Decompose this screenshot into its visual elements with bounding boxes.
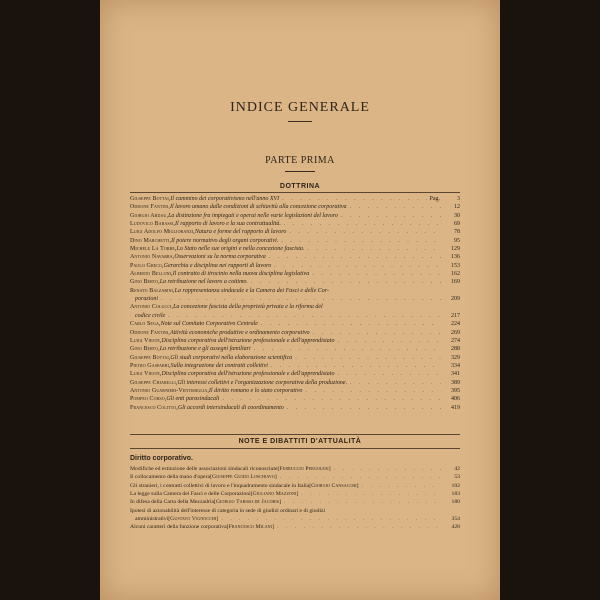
page-number: 269 (451, 329, 460, 336)
toc-entry (130, 490, 460, 498)
page-number: 428 (451, 524, 460, 531)
entry-author: [Gustavo Vignocchi] (168, 516, 219, 523)
entry-title: La retribuzione e gli assegni familiari (159, 346, 251, 353)
entry-title: Gerarchia e disciplina nei rapporti di lavoro (163, 262, 272, 269)
note-list (130, 465, 460, 532)
toc-line (130, 203, 460, 211)
toc-line (130, 262, 460, 270)
toc-entry (130, 362, 460, 370)
entry-author: Paolo Greco, (130, 262, 164, 269)
page-number: 162 (451, 271, 460, 278)
entry-title-continued: amministrativi (135, 516, 169, 523)
entry-author: Luigi Vieste, (130, 371, 162, 378)
entry-author: Giuseppe Bottai, (130, 196, 171, 202)
entry-title: Gli stranieri, i contratti collettivi di lavoro e l'inquadramento sindacale in Italia (130, 482, 310, 489)
page-number: 354 (451, 516, 460, 523)
page-number: 78 (454, 229, 460, 236)
toc-entry (130, 320, 460, 328)
entry-title: Il cammino dei corporativismo nell'anno XVI (170, 196, 280, 202)
page-number: 274 (451, 337, 460, 344)
entry-author: [Giuliano Mazzoni] (250, 491, 299, 498)
dot-leader (274, 262, 441, 270)
toc-entry (130, 220, 460, 228)
dot-leader (341, 212, 441, 220)
dot-leader (254, 345, 441, 353)
dot-leader (301, 490, 441, 498)
toc-line (130, 278, 460, 286)
dot-leader (282, 195, 426, 203)
entry-author: Giorgio Ardau, (130, 212, 169, 219)
toc-line (130, 404, 460, 412)
page-label: Pag. (429, 196, 440, 202)
entry-title: Modifiche ed estinzione delle associazioni sindacali riconosciute (130, 466, 278, 472)
toc-line (130, 270, 460, 278)
page-number: 209 (451, 296, 460, 303)
toc-entry (130, 473, 460, 481)
toc-line (130, 237, 460, 245)
dot-leader (271, 362, 441, 370)
toc-entry (130, 404, 460, 412)
entry-title: Gli studi corporativi nella elaborazione scientifica (170, 354, 293, 361)
part-rule (285, 171, 315, 172)
dot-leader (350, 379, 441, 387)
entry-author: Giuseppe Chiarelli, (130, 379, 178, 386)
dot-leader (287, 404, 441, 412)
dot-leader (161, 295, 441, 303)
entry-title: Ipotesi di azionabilità dell'interesse di categoria in sede di giudizi ordinari e di giudizi (130, 507, 326, 514)
toc-line (130, 337, 460, 345)
toc-line-continued (130, 295, 460, 303)
entry-title-continued: porazioni (135, 296, 159, 303)
entry-author: Pietro Gasparri, (130, 362, 171, 369)
note-bottom-rule (130, 448, 460, 449)
toc-line (130, 507, 460, 515)
dot-leader (168, 312, 441, 320)
page-title: INDICE GENERALE (230, 100, 370, 115)
toc-line (130, 245, 460, 253)
toc-line (130, 482, 460, 490)
dottrina-rule (130, 192, 460, 193)
page-number: 406 (451, 396, 460, 403)
entry-title: Gli accordi intersindacali di coordinamento (177, 404, 284, 411)
toc-line (130, 320, 460, 328)
toc-line (130, 287, 460, 295)
toc-line (130, 473, 460, 481)
entry-author: Gino Berto, (130, 346, 160, 353)
dot-leader (284, 220, 441, 228)
entry-title: Lo Stato nelle sue origini e nella concezione fascista. (176, 246, 305, 253)
entry-title: Note sul Comitato Corporativo Centrale (160, 321, 258, 328)
dot-leader (269, 253, 441, 261)
toc-entry (130, 354, 460, 362)
toc-entry (130, 253, 460, 261)
dot-leader (307, 245, 441, 253)
entry-title: Disciplina corporativa dell'istruzione professionale e dell'apprendistato (161, 337, 335, 344)
entry-title: Il collocamento della mano d'opera (130, 474, 210, 481)
entry-author: [Giorgio Tarissi de Jacobis] (213, 499, 282, 506)
entry-author: Dino Marchetti, (130, 237, 172, 244)
page-number: 169 (451, 279, 460, 286)
page-number: 42 (454, 466, 460, 472)
toc-entry (130, 237, 460, 245)
toc-line-continued (130, 515, 460, 523)
toc-line (130, 220, 460, 228)
dot-leader (289, 228, 441, 236)
dot-leader (261, 320, 441, 328)
page-number: 129 (451, 246, 460, 253)
page-number: 288 (451, 346, 460, 353)
entry-author: Antonio Colucci, (130, 304, 174, 311)
entry-title: Sulla integrazione dei contratti collettivi (170, 362, 268, 369)
entry-title: Il potere normativo degli organi corporativi. (171, 237, 279, 244)
dot-leader (337, 337, 441, 345)
dot-leader (362, 482, 441, 490)
entry-author: Pompeo Corso, (130, 396, 167, 403)
toc-entry (130, 465, 460, 473)
note-heading: NOTE E DIBATTITI D'ATTUALITÀ (238, 438, 362, 445)
entry-author: Giuseppe Bottai, (130, 354, 171, 361)
entry-author: Alberto Belloni, (130, 271, 173, 278)
toc-entry (130, 345, 460, 353)
toc-entry (130, 329, 460, 337)
toc-entry (130, 195, 460, 203)
dot-leader (305, 387, 441, 395)
page-number: 183 (451, 491, 460, 498)
entry-author: Michele La Torre, (130, 246, 177, 253)
page-number: 69 (454, 221, 460, 228)
entry-author: Carlo Sega, (130, 321, 161, 328)
toc-line (130, 345, 460, 353)
note-top-rule (130, 434, 460, 435)
entry-author: Renato Balzarini, (130, 287, 175, 294)
page-number: 102 (451, 482, 460, 489)
toc-line (130, 228, 460, 236)
page-number: 53 (454, 474, 460, 481)
page-number: 95 (454, 237, 460, 244)
toc-line (130, 253, 460, 261)
entry-title: Disciplina corporativa dell'istruzione professionale e dell'apprendistato (161, 371, 335, 378)
toc-line (130, 362, 460, 370)
page-number: 334 (451, 362, 460, 369)
toc-entry (130, 395, 460, 403)
toc-entry (130, 498, 460, 506)
page-number: 389 (451, 379, 460, 386)
dot-leader (312, 270, 441, 278)
dot-leader (251, 278, 441, 286)
page-number: 180 (451, 499, 460, 506)
page-number: 395 (451, 387, 460, 394)
toc-entry (130, 203, 460, 211)
dottrina-list (130, 195, 460, 412)
entry-title: Il diritto romano e lo stato corporativo (208, 387, 303, 394)
toc-line (130, 379, 460, 387)
entry-title: Gli enti parasindacali (166, 396, 220, 403)
entry-title: La concezione fascista della proprietà privata e la riforma del (173, 304, 323, 311)
toc-entry (130, 379, 460, 387)
entry-author: Francesco Colitto, (130, 404, 178, 411)
page-number: 329 (451, 354, 460, 361)
toc-line (130, 354, 460, 362)
dot-leader (221, 515, 441, 523)
entry-title: La retribuzione nel lavoro a cottimo. (159, 279, 248, 286)
entry-author: Luigi Adolfo Miglioranzi, (130, 229, 195, 236)
toc-entry (130, 212, 460, 220)
note-subheading: Diritto corporativo. (130, 455, 194, 462)
page-number: 153 (451, 262, 460, 269)
toc-entry (130, 387, 460, 395)
page-number: 3 (457, 196, 460, 202)
entry-title: La legge sulla Camera dei Fasci e delle Corporazioni (130, 491, 251, 498)
page-number: 136 (451, 254, 460, 261)
entry-author: [Ferruccio Pergolesi] (277, 466, 331, 472)
toc-line (130, 195, 460, 203)
toc-entry (130, 482, 460, 490)
toc-entry (130, 262, 460, 270)
title-rule (288, 121, 312, 122)
entry-title: Alcuni caratteri della funzione corporativa (130, 524, 227, 531)
entry-author: Oddone Fantini, (130, 204, 170, 211)
dot-leader (281, 237, 441, 245)
toc-line-continued (130, 312, 460, 320)
toc-line (130, 370, 460, 378)
dot-leader (295, 354, 441, 362)
toc-line (130, 498, 460, 506)
entry-title: Il lavoro umano dalle condizioni di schiavitù alla concezione corporativa (169, 204, 347, 211)
entry-author: [Giuseppe Guido Loschiavo] (210, 474, 277, 481)
toc-line (130, 303, 460, 311)
entry-title: Natura e forme del rapporto di lavoro (194, 229, 287, 236)
toc-line (130, 395, 460, 403)
toc-entry (130, 303, 460, 320)
toc-line (130, 490, 460, 498)
toc-entry (130, 507, 460, 524)
toc-line (130, 387, 460, 395)
entry-author: Gino Berto, (130, 279, 160, 286)
dottrina-heading: DOTTRINA (279, 183, 321, 190)
page-number: 217 (451, 312, 460, 319)
entry-author: Ludovico Barassi, (130, 221, 176, 228)
page-number: 30 (454, 212, 460, 219)
page-number: 341 (451, 371, 460, 378)
entry-title: Gli interessi collettivi e l'organizzazione corporativa della produzione. (177, 379, 348, 386)
entry-title: In difesa della Carta della Mezzadria (130, 499, 214, 506)
entry-author: Antonio Guarnieri-Ventimiglia, (130, 387, 209, 394)
entry-title: Il rapporto di lavoro e la sua contrattualità. (175, 221, 281, 228)
toc-line (130, 523, 460, 531)
toc-entry (130, 270, 460, 278)
entry-title: La rappresentanza sindacale e la Camera dei Fasci e delle Cor- (174, 287, 329, 294)
part-heading: PARTE PRIMA (265, 155, 335, 166)
dot-leader (350, 203, 441, 211)
toc-entry (130, 287, 460, 304)
dot-leader (313, 329, 441, 337)
page-number: 224 (451, 321, 460, 328)
entry-title: Osservazioni su la norma corporativa (174, 254, 266, 261)
toc-entry (130, 523, 460, 531)
entry-title-continued: codice civile (135, 312, 166, 319)
dot-leader (277, 523, 441, 531)
toc-entry (130, 337, 460, 345)
toc-entry (130, 245, 460, 253)
entry-author: [Giorgio Cansacchi] (309, 482, 359, 489)
page-number: 12 (454, 204, 460, 211)
entry-author: Antonio Navarra, (130, 254, 175, 261)
entry-title: La distinzione fra impiegati e operai nelle varie legislazioni del lavoro (168, 212, 338, 219)
entry-title: Il contratto di tirocinio nella nuova disciplina legislativa (172, 271, 310, 278)
page-number: 419 (451, 404, 460, 411)
toc-entry (130, 228, 460, 236)
entry-author: Oddone Fantini, (130, 329, 170, 336)
toc-entry (130, 278, 460, 286)
entry-author: [Francesco Milani] (226, 524, 275, 531)
dot-leader (222, 395, 441, 403)
dot-leader (284, 498, 441, 506)
toc-entry (130, 370, 460, 378)
dot-leader (337, 370, 441, 378)
toc-line (130, 212, 460, 220)
toc-line (130, 329, 460, 337)
dot-leader (334, 465, 441, 473)
entry-author: Luigi Vieste, (130, 337, 162, 344)
entry-title: Attività economiche produttive e ordinamento corporativo (169, 329, 310, 336)
toc-line (130, 465, 460, 473)
dot-leader (280, 473, 441, 481)
book-page (100, 0, 500, 600)
